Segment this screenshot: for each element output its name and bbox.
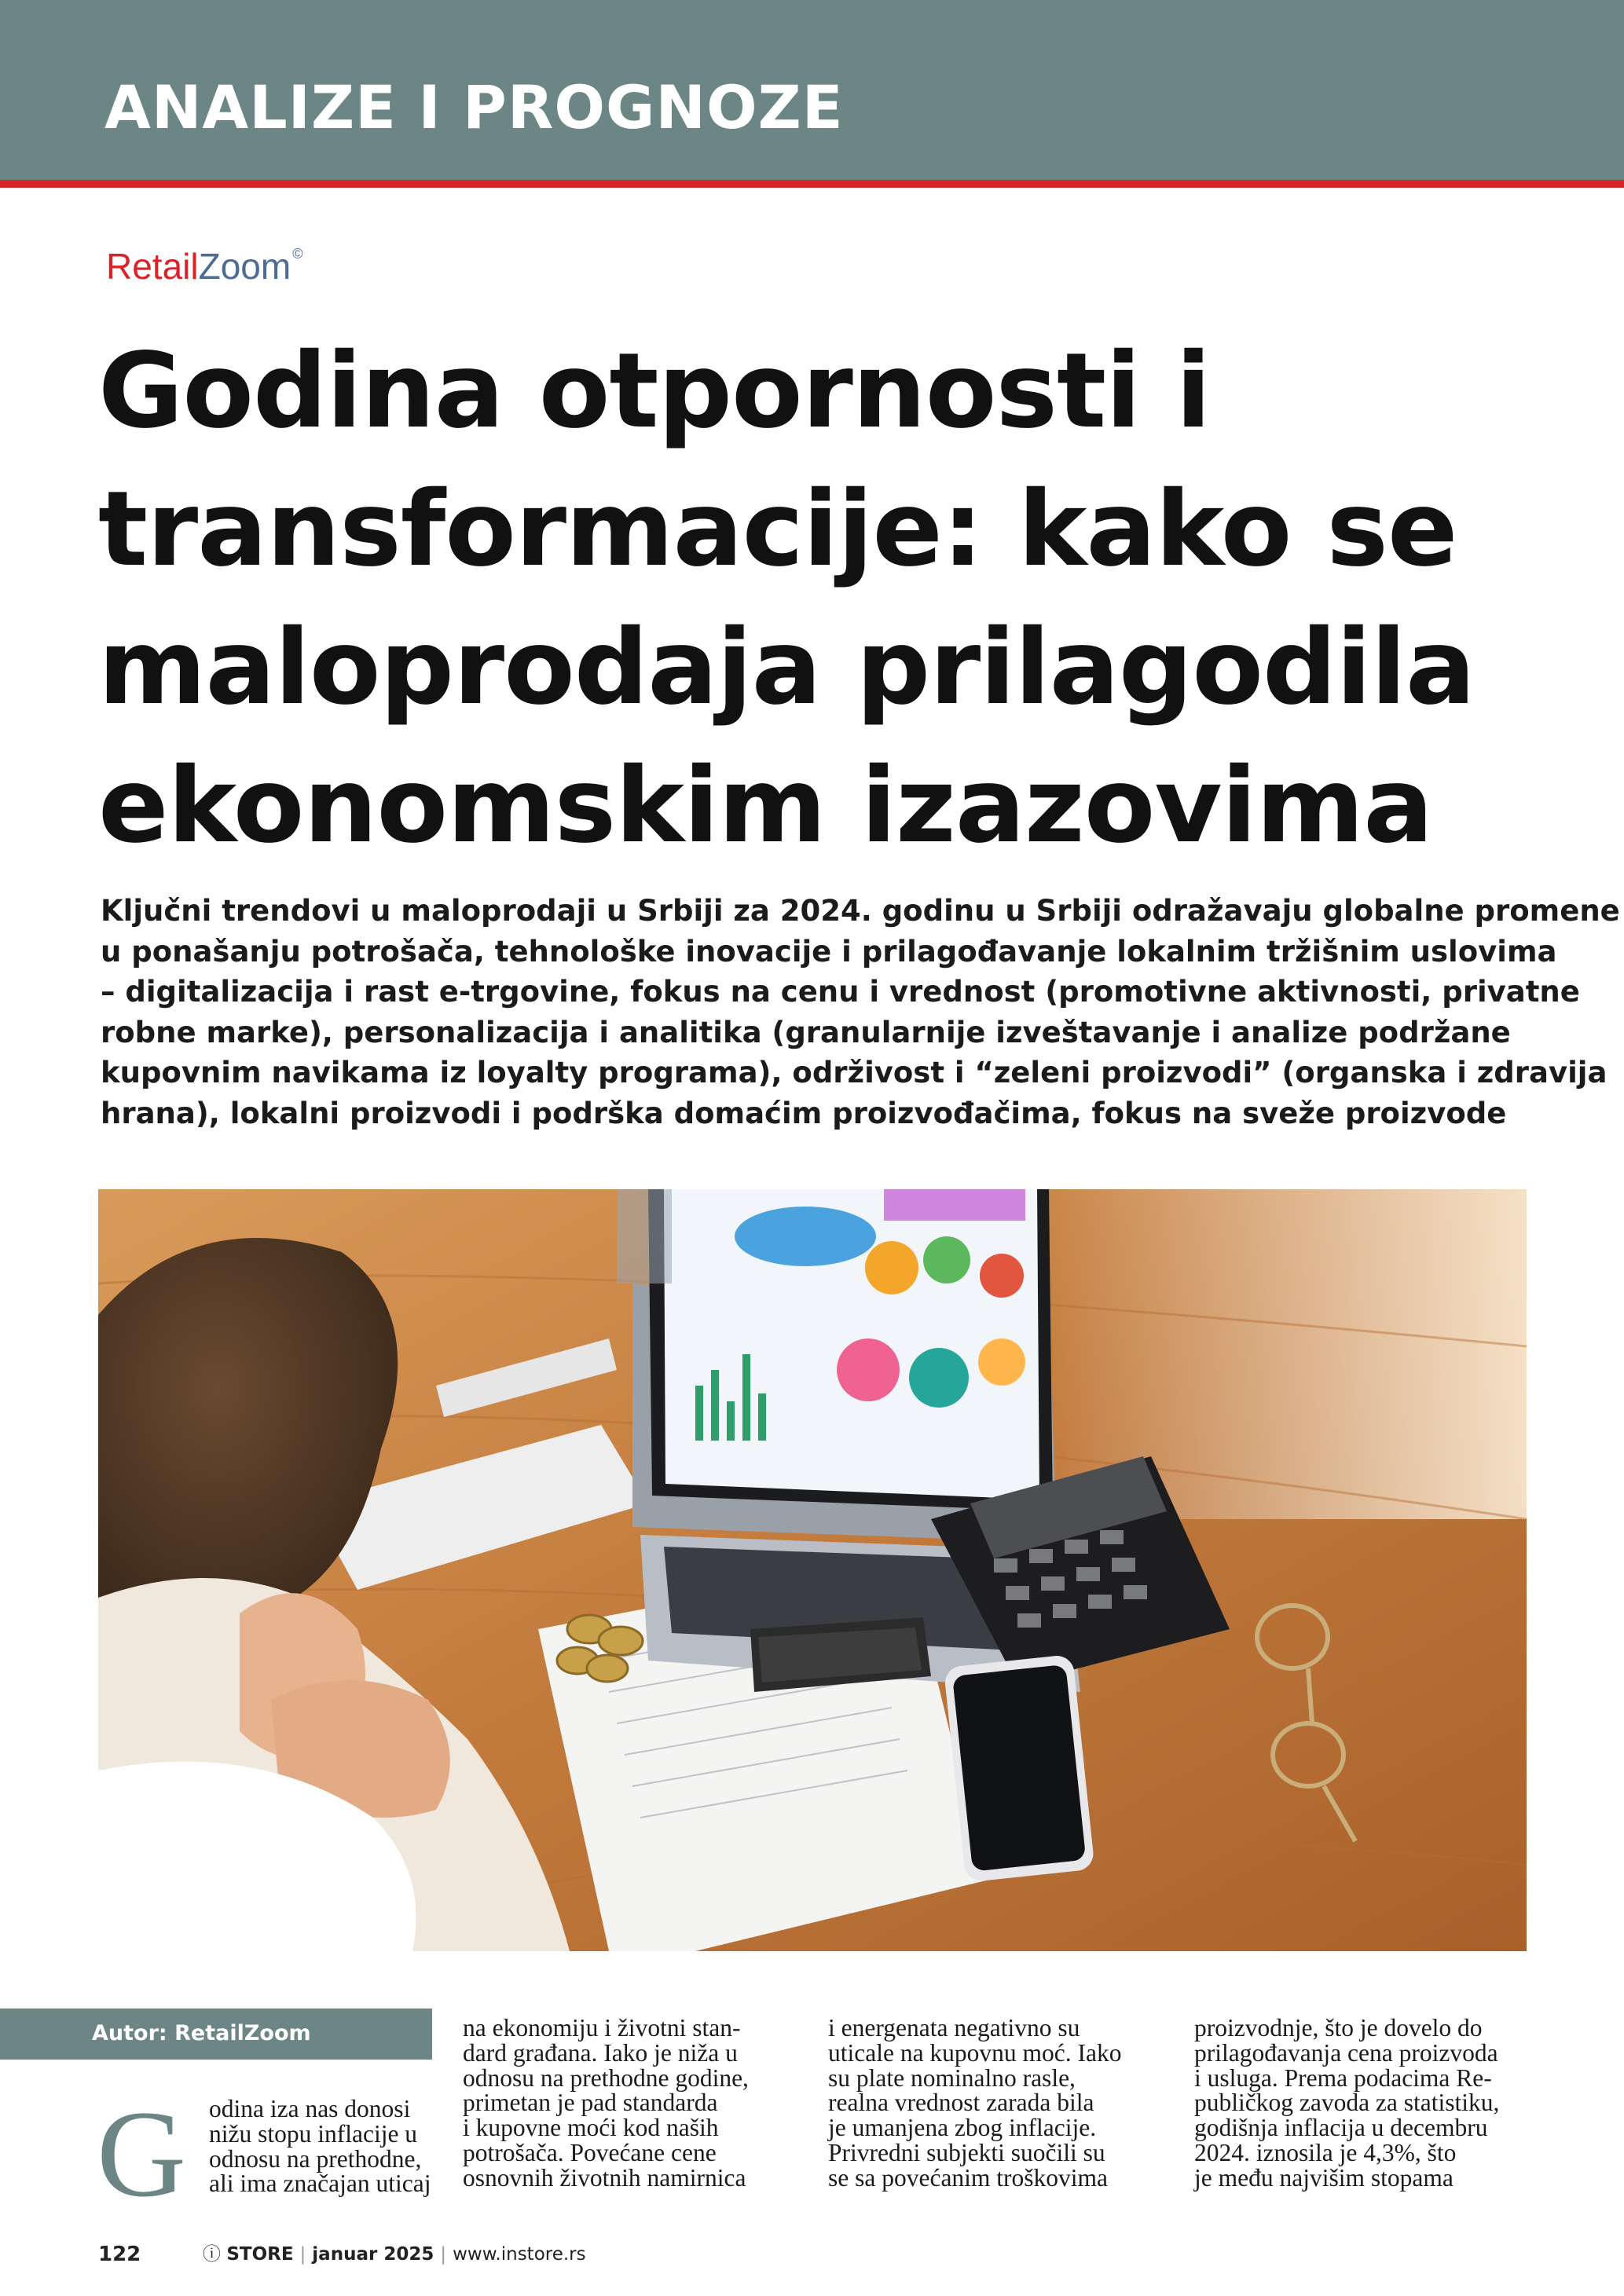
body-line: odina iza nas donosi: [209, 2095, 411, 2122]
body-line: osnovnih životnih namirnica: [463, 2163, 746, 2192]
headline-line: Godina otpornosti i: [98, 331, 1211, 452]
page-number: 122: [98, 2243, 141, 2266]
header-divider: [0, 180, 1624, 188]
body-line: potrošača. Povećane cene: [463, 2138, 717, 2166]
logo-copyright-mark: ©: [292, 246, 303, 262]
body-column-3: [828, 2016, 1122, 2191]
body-line: i energenata negativno su: [828, 2014, 1080, 2041]
body-column-4: [1194, 2016, 1499, 2191]
article-headline: [98, 322, 1607, 875]
body-line: godišnja inflacija u decembru: [1194, 2114, 1488, 2142]
article-photo: [98, 1189, 1527, 1951]
body-line: primetan je pad standarda: [463, 2089, 718, 2117]
headline-line: maloprodaja prilagodila: [98, 607, 1476, 728]
body-line: na ekonomiju i životni stan-: [463, 2014, 741, 2041]
body-line: i usluga. Prema podacima Re-: [1194, 2063, 1492, 2092]
section-title: ANALIZE I PROGNOZE: [104, 72, 844, 142]
author-label: Autor: RetailZoom: [92, 2021, 311, 2045]
body-line: i kupovne moći kod naših: [463, 2114, 719, 2142]
body-line: se sa povećanim troškovima: [828, 2163, 1109, 2192]
desk-scene-illustration: [98, 1189, 1527, 1951]
body-line: ali ima značajan uticaj: [209, 2170, 431, 2198]
lead-line: robne marke), personalizacija i analitika (granularnije izveštavanje i analize podržane: [101, 1015, 1511, 1049]
footer-brand-name: STORE: [226, 2244, 294, 2265]
footer-url[interactable]: www.instore.rs: [453, 2244, 586, 2265]
body-line: proizvodnje, što je dovelo do: [1194, 2014, 1483, 2041]
footer-separator: |: [299, 2244, 306, 2265]
footer-separator: |: [440, 2244, 447, 2265]
lead-line: Ključni trendovi u maloprodaji u Srbiji za 2024. godinu u Srbiji odražavaju globalne promene: [101, 894, 1620, 928]
article-lead: [101, 891, 1620, 1133]
body-line: nižu stopu inflacije u: [209, 2119, 418, 2148]
drop-cap: G: [97, 2085, 187, 2223]
body-line: su plate nominalno rasle,: [828, 2063, 1076, 2092]
footer-publication: [203, 2242, 586, 2267]
body-column-2: [463, 2016, 749, 2191]
store-logo-icon: ⓘ: [203, 2244, 221, 2265]
headline-line: transformacije: kako se: [98, 469, 1457, 590]
body-line: Privredni subjekti suočili su: [828, 2138, 1105, 2166]
body-line: prilagođavanja cena proizvoda: [1194, 2038, 1498, 2067]
lead-line: – digitalizacija i rast e-trgovine, fokus na cenu i vrednost (promotivne aktivnosti, privatne: [101, 975, 1580, 1009]
body-line: dard građana. Iako je niža u: [463, 2038, 738, 2067]
body-line: 2024. iznosila je 4,3%, što: [1194, 2138, 1457, 2166]
body-line: realna vrednost zarada bila: [828, 2089, 1094, 2117]
lead-line: hrana), lokalni proizvodi i podrška domaćim proizvođačima, fokus na sveže proizvode: [101, 1096, 1507, 1130]
lead-line: kupovnim navikama iz loyalty programa), održivost i “zeleni proizvodi” (organska i zdravija: [101, 1056, 1608, 1089]
headline-line: ekonomskim izazovima: [98, 745, 1433, 866]
logo-text-retail: Retail: [106, 246, 199, 287]
footer-issue: januar 2025: [312, 2244, 434, 2265]
logo-text-zoom: Zoom: [198, 246, 291, 287]
body-column-1: [209, 2096, 431, 2196]
lead-line: u ponašanju potrošača, tehnološke inovacije i prilagođavanje lokalnim tržišnim uslovima: [101, 934, 1557, 969]
body-line: je među najvišim stopama: [1194, 2163, 1454, 2192]
retailzoom-logo: [106, 232, 302, 288]
body-line: uticale na kupovnu moć. Iako: [828, 2038, 1122, 2067]
body-line: je umanjena zbog inflacije.: [828, 2114, 1097, 2142]
body-line: publičkog zavoda za statistiku,: [1194, 2089, 1500, 2117]
body-line: odnosu na prethodne godine,: [463, 2063, 749, 2092]
body-line: odnosu na prethodne,: [209, 2144, 422, 2173]
